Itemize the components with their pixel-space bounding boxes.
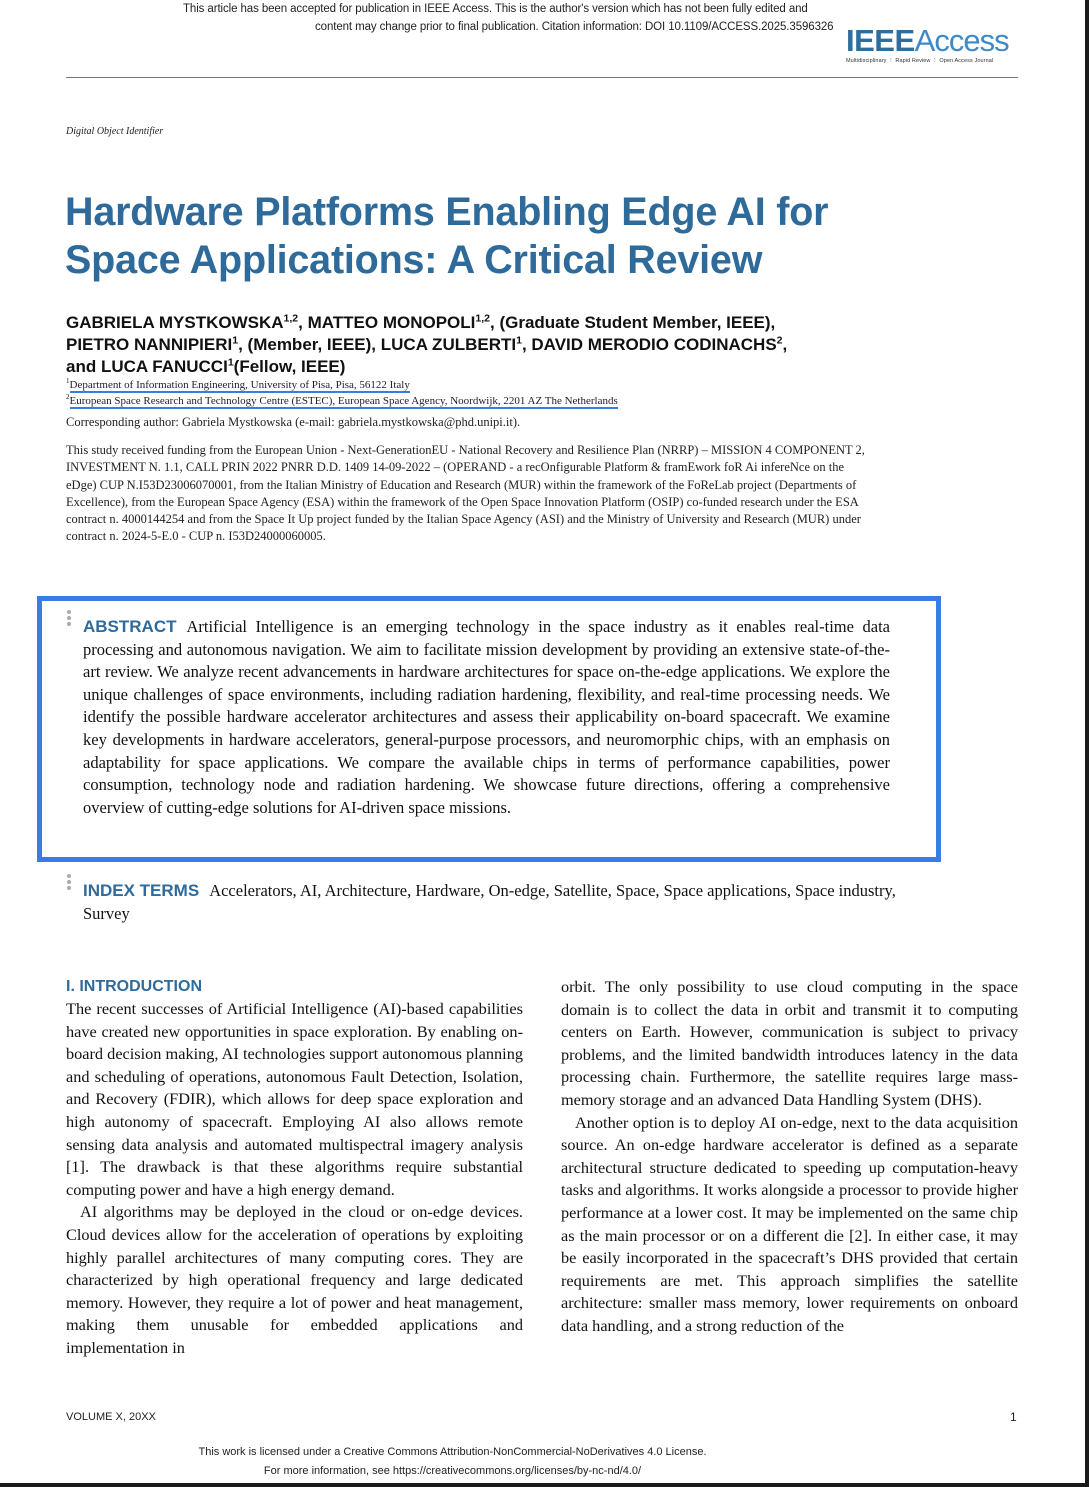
- author-name: DAVID MERODIO CODINACHS: [531, 335, 777, 354]
- author-suffix: ,: [298, 313, 308, 332]
- body-paragraph: The recent successes of Artificial Intelligence (AI)-based capabilities have created new opportunities in space exploration. By enabling on-board decision making, AI technologies support autonomous planning and scheduling of operations, autonomous Fault Detection, Isolation, and Recovery (FDIR), which allows for deep space exploration and high autonomy of spacecraft. Employing AI also allows remote sensing data analysis and automated multispectral imagery analysis [1]. The drawback is that these algorithms require substantial computing power and have a high energy demand.: [66, 999, 523, 1199]
- abstract-label: ABSTRACT: [83, 617, 177, 636]
- funding-statement: This study received funding from the European Union - Next-GenerationEU - National Recovery and Resilience Plan (NRRP) – MISSION 4 COMPONENT 2, INVESTMENT N. 1.1, CALL PRIN 2022 PNRR D.D. 1409 14-09-2022 – (OPERAND - a recOnfigurable Platform & framEwork foR Ai infereNce on the eDge) CUP N.I53D23006070001, from the Italian Ministry of Education and Research (MUR) within the framework of the FoReLab project (Departments of Excellence), from the European Space Agency (ESA) within the framework of the Open Space Innovation Platform (OSIP) co-funded research under the ESA contract n. 4000144254 and from the Space It Up project funded by the Italian Space Agency (ASI) and the Ministry of University and Research (MUR) under contract n. 2024-5-E.0 - CUP n. I53D24000060005.: [66, 443, 865, 544]
- affiliation-number: 1: [66, 377, 70, 385]
- author-name: GABRIELA MYSTKOWSKA: [66, 313, 284, 332]
- license-line-1: This work is licensed under a Creative Commons Attribution-NonCommercial-NoDerivatives 4.0 License.: [198, 1446, 707, 1458]
- publication-notice-line2: content may change prior to final publication. Citation information: DOI 10.1109/ACCESS.2025.3596326: [315, 21, 834, 33]
- abstract-text: Artificial Intelligence is an emerging technology in the space industry as it enables real-time data processing and autonomous navigation. We aim to facilitate mission development by providing an extensive state-of-the-art review. We analyze recent advancements in hardware architectures for space on-the-edge applications. We explore the unique challenges of space environments, including radiation hardening, flexibility, and real-time processing needs. We identify the possible hardware accelerator architectures and assess their applicability on-board spacecraft. We examine key developments in hardware accelerators, general-purpose processors, and neuromorphic chips, with an emphasis on adaptability for space applications. We compare the available chips in terms of performance capabilities, power consumption, technology node and radiation hardening. We showcase future directions, offering a comprehensive overview of cutting-edge solutions for AI-driven space missions.: [83, 617, 890, 817]
- author-affil: 1: [232, 334, 239, 347]
- index-terms-text: Accelerators, AI, Architecture, Hardware, On-edge, Satellite, Space, Space applications, Space industry, Survey: [83, 881, 896, 923]
- body-paragraph: AI algorithms may be deployed in the cloud or on-edge devices. Cloud devices allow for the acceleration of operations by exploiting highly parallel architectures of many computing cores. They are characterized by high operational frequency and large dedicated memory. However, they require a lot of power and heat management, making them unusable for embedded applications and implementation in: [66, 1202, 523, 1357]
- logo-tagline: Multidisciplinary ⋮ Rapid Review ⋮ Open Access Journal: [846, 58, 994, 64]
- affiliation-text-underlined: Department of Information Engineering, University of Pisa, Pisa, 56122 Italy: [69, 378, 410, 391]
- left-column: [66, 976, 523, 1360]
- author-list: [66, 312, 886, 378]
- corresponding-author: Corresponding author: Gabriela Mystkowska (e-mail: gabriela.mystkowska@phd.unipi.it).: [66, 415, 521, 429]
- author-suffix: , (Member, IEEE),: [238, 335, 381, 354]
- author-line-2: [66, 334, 886, 356]
- author-suffix: ,: [521, 335, 532, 354]
- affiliation-text-underlined: European Space Research and Technology Centre (ESTEC), European Space Agency, Noordwijk, 2201 AZ The Netherlands: [69, 394, 618, 407]
- logo-access-text: Access: [914, 23, 1009, 58]
- body-paragraph: Another option is to deploy AI on-edge, next to the data acquisition source. An on-edge hardware accelerator is defined as a separate architectural structure dedicated to speeding up computation-heavy tasks and algorithms. It works alongside a processor to provide higher performance at a lower cost. It may be implemented on the same chip as the main processor or on a different die [2]. In either case, it may be easily incorporated in the spacecraft’s DHS provided that certain requirements are met. This approach simplifies the satellite architecture: smaller mass memory, lower requirements on onboard data handling, and a strong reduction of the: [561, 1112, 1018, 1335]
- author-line-3: [66, 356, 886, 378]
- volume-label: VOLUME X, 20XX: [66, 1411, 156, 1423]
- logo-ieee-text: IEEE: [846, 23, 915, 58]
- author-name: PIETRO NANNIPIERI: [66, 335, 233, 354]
- author-suffix: (Fellow, IEEE): [233, 357, 346, 376]
- author-affil: 1,2: [283, 312, 299, 325]
- publication-notice-line1: This article has been accepted for publication in IEEE Access. This is the author's version which has not been fully edited and: [183, 3, 808, 15]
- affiliation-number: 2: [66, 393, 70, 401]
- license-line-2: For more information, see https://creativecommons.org/licenses/by-nc-nd/4.0/: [263, 1465, 642, 1477]
- ieee-access-logo: [846, 25, 1016, 75]
- page-number: 1: [1010, 1410, 1017, 1424]
- author-suffix: ,: [782, 335, 788, 354]
- affiliation-1: [66, 377, 410, 391]
- author-suffix: , (Graduate Student Member, IEEE),: [490, 313, 776, 332]
- author-affil: 1: [227, 356, 234, 369]
- section-heading: I. INTRODUCTION: [66, 978, 202, 995]
- index-terms-label: INDEX TERMS: [83, 881, 200, 900]
- drag-handle-icon[interactable]: [67, 610, 71, 628]
- right-column: [561, 976, 1018, 1338]
- paper-title: [65, 188, 945, 284]
- title-line-2: Space Applications: A Critical Review: [65, 238, 763, 282]
- author-affil: 1,2: [475, 312, 490, 325]
- affiliation-2: [66, 393, 618, 407]
- doi-label: Digital Object Identifier: [66, 126, 164, 137]
- author-name: MATTEO MONOPOLI: [307, 313, 476, 332]
- abstract-paragraph: [83, 616, 890, 819]
- drag-handle-icon[interactable]: [67, 874, 71, 892]
- author-affil: 2: [776, 334, 783, 347]
- header-rule: [66, 77, 1018, 78]
- author-line-1: [66, 312, 886, 334]
- body-paragraph: orbit. The only possibility to use cloud computing in the space domain is to collect the data in orbit and transmit it to computing centers on Earth. However, communication is subject to privacy problems, and the limited bandwidth introduces latency in the data processing chain. Furthermore, the satellite requires large mass-memory storage and an advanced Data Handling System (DHS).: [561, 977, 1018, 1109]
- title-line-1: Hardware Platforms Enabling Edge AI for: [65, 190, 829, 234]
- index-terms-paragraph: [83, 879, 903, 925]
- author-name: LUCA ZULBERTI: [380, 335, 517, 354]
- author-affil: 1: [516, 334, 522, 347]
- author-name: and LUCA FANUCCI: [66, 357, 228, 376]
